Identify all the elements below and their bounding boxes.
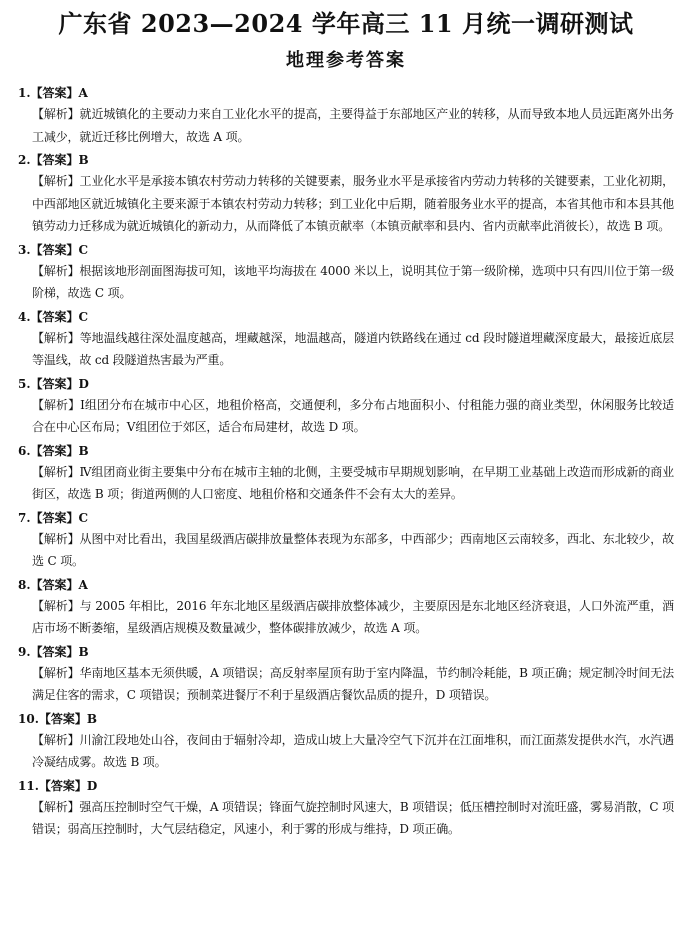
- question-item-7: [18, 509, 674, 573]
- explanation-text: 【解析】工业化水平是承接本镇农村劳动力转移的关键要素，服务业水平是承接省内劳动力转移的关键要素，工业化初期，中西部地区就近城镇化主要来源于本镇农村劳动力转移；到工业化中后期，随着服务业水平的提高，本省其他市和本县其他镇劳动力迁移成为就近城镇化的新动力，从而降低了本镇贡献率（本镇贡献率和县内、省内贡献率此消彼长），故选 B 项。: [32, 174, 674, 233]
- explanation-text: 【解析】川渝江段地处山谷，夜间由于辐射冷却，造成山坡上大量冷空气下沉并在江面堆积，而江面蒸发提供水汽，水汽遇冷凝结成雾。故选 B 项。: [32, 732, 674, 769]
- question-item-10: [18, 710, 674, 774]
- question-item-2: [18, 151, 674, 238]
- page-title: 广东省 2023—2024 学年高三 11 月统一调研测试: [58, 9, 634, 38]
- question-item-5: [18, 375, 674, 439]
- answer-line: 11.【答案】D: [18, 778, 98, 793]
- answer-line: 7.【答案】C: [18, 510, 89, 525]
- explanation-text: 【解析】就近城镇化的主要动力来自工业化水平的提高，主要得益于东部地区产业的转移，从而导致本地人员远距离外出务工减少，就近迁移比例增大，故选 A 项。: [32, 107, 674, 144]
- question-item-1: [18, 84, 674, 148]
- explanation-text: 【解析】与 2005 年相比，2016 年东北地区星级酒店碳排放整体减少，主要原因是东北地区经济衰退，人口外流严重，酒店市场不断萎缩，星级酒店规模及数量减少，整体碳排放减少，故选 A 项。: [32, 598, 674, 635]
- answer-line: 1.【答案】A: [18, 86, 88, 100]
- question-item-11: [18, 777, 674, 841]
- explanation-text: 【解析】华南地区基本无须供暖，A 项错误；高反射率屋顶有助于室内降温，节约制冷耗能，B 项正确；规定制冷时间无法满足住客的需求，C 项错误；预制菜进餐厅不利于星级酒店餐饮品质的提升，D 项错误。: [32, 665, 674, 702]
- answer-line: 10.【答案】B: [18, 711, 98, 726]
- question-item-6: [18, 442, 674, 506]
- explanation-text: 【解析】Ⅰ组团分布在城市中心区，地租价格高，交通便利，多分布占地面积小、付租能力强的商业类型，休闲服务比较适合在中心区布局；Ⅴ组团位于郊区，适合布局建材，故选 D 项。: [32, 397, 674, 434]
- answer-line: 4.【答案】C: [18, 309, 89, 324]
- answer-line: 3.【答案】C: [18, 242, 89, 257]
- answer-line: 2.【答案】B: [18, 153, 89, 167]
- question-item-9: [18, 643, 674, 707]
- answer-line: 5.【答案】D: [18, 376, 89, 391]
- explanation-text: 【解析】从图中对比看出，我国星级酒店碳排放量整体表现为东部多，中西部少；西南地区云南较多，西北、东北较少，故选 C 项。: [32, 531, 674, 568]
- explanation-text: 【解析】根据该地形剖面图海拔可知，该地平均海拔在 4000 米以上，说明其位于第一级阶梯，选项中只有四川位于第一级阶梯，故选 C 项。: [32, 263, 674, 300]
- explanation-text: 【解析】等地温线越往深处温度越高，埋藏越深，地温越高，隧道内铁路线在通过 cd 段时隧道埋藏深度最大，最接近底层等温线，故 cd 段隧道热害最为严重。: [32, 330, 674, 367]
- explanation-text: 【解析】强高压控制时空气干燥，A 项错误；锋面气旋控制时风速大，B 项错误；低压槽控制时对流旺盛，雾易消散，C 项错误；弱高压控制时，大气层结稳定，风速小，利于雾的形成与维持，D 项正确。: [32, 799, 674, 836]
- page-subtitle: 地理参考答案: [286, 50, 406, 71]
- answer-line: 9.【答案】B: [18, 644, 89, 659]
- question-list: [18, 84, 674, 841]
- question-item-8: [18, 576, 674, 640]
- answer-line: 8.【答案】A: [18, 577, 88, 592]
- answer-line: 6.【答案】B: [18, 443, 89, 458]
- explanation-text: 【解析】Ⅳ组团商业街主要集中分布在城市主轴的北侧，主要受城市早期规划影响，在早期工业基础上改造而形成新的商业街区，故选 B 项；街道两侧的人口密度、地租价格和交通条件不会有太大的差异。: [32, 464, 674, 501]
- question-item-4: [18, 308, 674, 372]
- question-item-3: [18, 241, 674, 305]
